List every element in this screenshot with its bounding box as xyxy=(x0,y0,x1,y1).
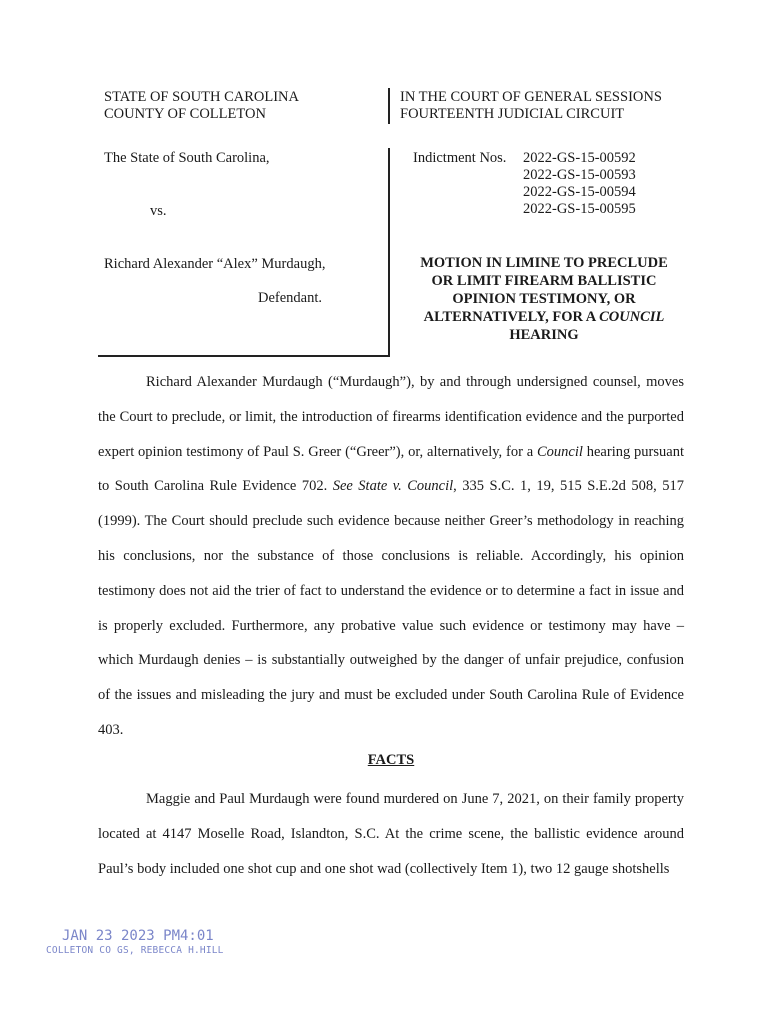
motion-title-line xyxy=(404,308,684,326)
motion-title-line: OPINION TESTIMONY, OR xyxy=(452,291,636,307)
facts-paragraph: Maggie and Paul Murdaugh were found murdered on June 7, 2021, on their family property located at 4147 Moselle Road, Islandton, S.C. At the crime scene, the ballistic evidence around Paul’s body included one shot cup and one shot wad (collectively Item 1), two 12 gauge shotshells xyxy=(98,791,684,877)
paragraph-text: hearing pursuant to South Carolina Rule Evidence 702. xyxy=(98,443,684,495)
court-header: IN THE COURT OF GENERAL SESSIONS xyxy=(400,89,662,105)
motion-title xyxy=(404,254,684,344)
caption-bottom-rule xyxy=(98,355,390,357)
circuit-header: FOURTEENTH JUDICIAL CIRCUIT xyxy=(400,106,625,122)
caption-divider xyxy=(388,148,390,356)
versus-label: vs. xyxy=(150,203,167,219)
case-citation: See State v. Council xyxy=(332,478,454,495)
indictment-label: Indictment Nos. xyxy=(413,150,507,166)
motion-title-text: ALTERNATIVELY, FOR A xyxy=(423,309,600,325)
state-header: STATE OF SOUTH CAROLINA xyxy=(104,89,299,105)
header-divider xyxy=(388,88,390,124)
motion-title-case-name: COUNCIL xyxy=(599,309,665,325)
indictment-number: 2022-GS-15-00594 xyxy=(523,184,636,200)
plaintiff-name: The State of South Carolina, xyxy=(104,150,270,166)
county-header: COUNTY OF COLLETON xyxy=(104,106,266,122)
facts-heading: FACTS xyxy=(367,752,415,768)
defendant-name: Richard Alexander “Alex” Murdaugh, xyxy=(104,256,326,272)
filing-stamp-clerk: COLLETON CO GS, REBECCA H.HILL xyxy=(46,945,224,956)
motion-title-line: MOTION IN LIMINE TO PRECLUDE xyxy=(420,255,668,271)
indictment-number: 2022-GS-15-00593 xyxy=(523,167,636,183)
indictment-number: 2022-GS-15-00595 xyxy=(523,201,636,217)
intro-paragraph xyxy=(98,365,684,748)
filing-stamp-date: JAN 23 2023 PM4:01 xyxy=(62,928,214,944)
motion-title-line: HEARING xyxy=(509,327,579,343)
paragraph-text: , 335 S.C. 1, 19, 515 S.E.2d 508, 517 (1999). The Court should preclude such evidence because neither Greer’s methodology in reaching his conclusions, nor the substance of those conclusions is reliable. Accordingly, his opinion testimony does not aid the trier of fact to understand the evidence or to determine a fact in issue and is properly excluded. Furthermore, any probative value such evidence or testimony may have – which Murdaugh denies – is substantially outweighed by the danger of unfair prejudice, confusion of the issues and misleading the jury and must be excluded under South Carolina Rule of Evidence 403. xyxy=(98,478,684,738)
defendant-label: Defendant. xyxy=(258,290,323,306)
motion-title-line: OR LIMIT FIREARM BALLISTIC xyxy=(431,273,657,289)
case-citation: Council xyxy=(537,443,583,460)
indictment-number: 2022-GS-15-00592 xyxy=(523,150,636,166)
paragraph-text: Richard Alexander Murdaugh (“Murdaugh”), by and through undersigned counsel, moves the Court to preclude, or limit, the introduction of firearms identification evidence and the purported expert opinion testimony of Paul S. Greer (“Greer”), or, alternatively, for a xyxy=(98,374,684,460)
